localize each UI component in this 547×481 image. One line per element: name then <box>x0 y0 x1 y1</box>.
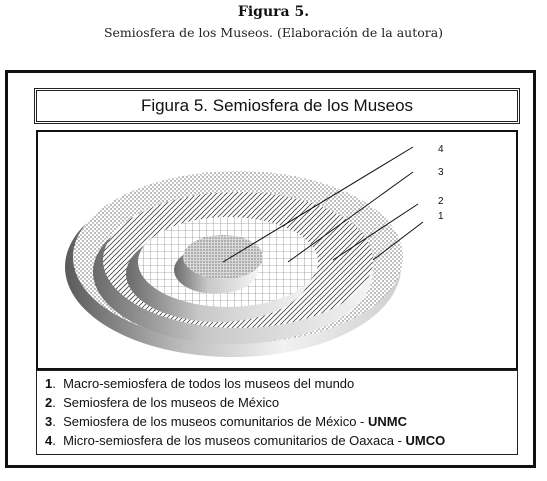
figure-legend <box>36 370 518 455</box>
callout-label-4: 4 <box>438 144 444 155</box>
figure-header-title: Figura 5. Semiosfera de los Museos <box>140 96 414 115</box>
figure-caption-title: Figura 5. <box>237 4 310 20</box>
legend-acronym: UMCO <box>405 433 446 448</box>
legend-item: 3. Semiosfera de los museos comunitarios de México - UNMC <box>45 414 407 429</box>
legend-text: Micro-semiosfera de los museos comunitarios de Oaxaca - <box>63 433 406 448</box>
legend-item: 2. Semiosfera de los museos de México <box>45 395 280 410</box>
figure-frame <box>5 70 536 468</box>
legend-item: 4. Micro-semiosfera de los museos comunitarios de Oaxaca - UMCO <box>45 433 446 448</box>
legend-text: Macro-semiosfera de todos los museos del mundo <box>63 376 355 391</box>
callout-label-3: 3 <box>438 167 444 178</box>
legend-number: 3 <box>45 414 53 429</box>
legend-acronym: UNMC <box>367 414 407 429</box>
legend-number: 2 <box>45 395 53 410</box>
legend-number: 1 <box>45 376 53 391</box>
callout-label-1: 1 <box>438 211 444 222</box>
legend-text: Semiosfera de los museos comunitarios de México - <box>63 414 368 429</box>
semiosphere-svg <box>38 132 516 368</box>
callout-label-2: 2 <box>438 196 444 207</box>
legend-item: 1. Macro-semiosfera de todos los museos del mundo <box>45 376 355 391</box>
legend-number: 4 <box>45 433 53 448</box>
figure-header <box>36 90 518 122</box>
figure-caption-subtitle: Semiosfera de los Museos. (Elaboración de la autora) <box>103 25 444 40</box>
semiosphere-diagram <box>36 130 518 370</box>
legend-text: Semiosfera de los museos de México <box>63 395 280 410</box>
